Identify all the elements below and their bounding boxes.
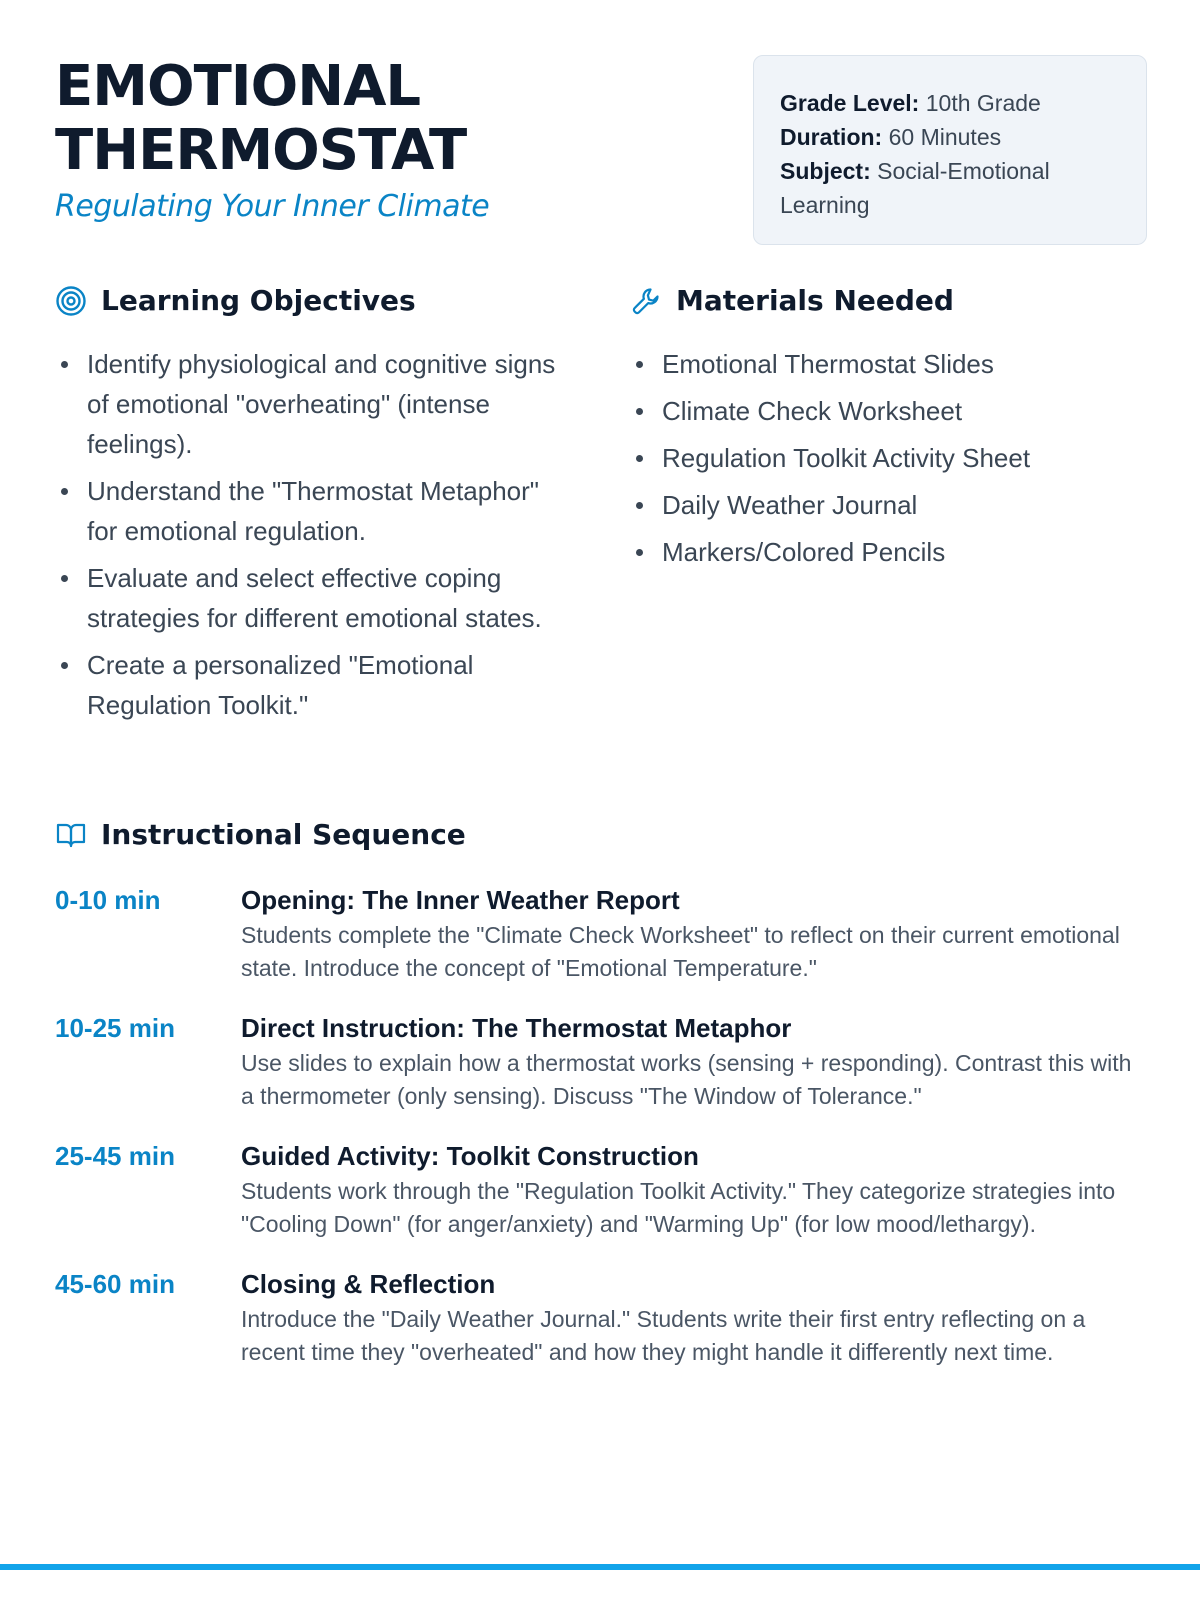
- material-item: Daily Weather Journal: [630, 485, 1150, 525]
- material-item: Climate Check Worksheet: [630, 391, 1150, 431]
- step-description: Use slides to explain how a thermostat works (sensing + responding). Contrast this with a thermometer (only sensing). Discuss "The Window of Tolerance.": [241, 1050, 1132, 1109]
- subject-label: Subject:: [780, 158, 871, 184]
- material-item: Emotional Thermostat Slides: [630, 344, 1150, 384]
- page-subtitle: Regulating Your Inner Climate: [55, 189, 490, 224]
- step-time: 10-25 min: [55, 1013, 175, 1043]
- step-title: Direct Instruction: The Thermostat Metaphor: [241, 1013, 792, 1043]
- objective-item: Create a personalized "Emotional Regulation Toolkit.": [55, 645, 575, 725]
- subject-row: [780, 154, 1120, 222]
- step-time: 45-60 min: [55, 1269, 175, 1299]
- sequence-heading: [55, 818, 466, 851]
- step-description: Students work through the "Regulation Toolkit Activity." They categorize strategies into "Cooling Down" (for anger/anxiety) and "Warming Up" (for low mood/lethargy).: [241, 1178, 1116, 1237]
- duration-row: [780, 120, 1120, 154]
- duration-value: 60 Minutes: [888, 124, 1002, 150]
- materials-heading-text: Materials Needed: [676, 284, 954, 317]
- page-title: [55, 55, 695, 183]
- step-title: Opening: The Inner Weather Report: [241, 885, 680, 915]
- sequence-list: [55, 883, 1147, 1395]
- grade-level-value: 10th Grade: [925, 90, 1041, 116]
- step-description: Students complete the "Climate Check Worksheet" to reflect on their current emotional state. Introduce the concept of "Emotional Temperature.": [241, 922, 1120, 981]
- sequence-step: [55, 1011, 1147, 1113]
- title-line-1: EMOTIONAL: [55, 54, 421, 119]
- target-icon: [55, 285, 87, 317]
- materials-heading: [630, 284, 954, 317]
- objective-item: Identify physiological and cognitive signs of emotional "overheating" (intense feelings).: [55, 344, 575, 464]
- objectives-heading-text: Learning Objectives: [101, 284, 416, 317]
- sequence-step: [55, 1139, 1147, 1241]
- material-item: Regulation Toolkit Activity Sheet: [630, 438, 1150, 478]
- sequence-step: [55, 1267, 1147, 1369]
- step-title: Closing & Reflection: [241, 1269, 496, 1299]
- materials-list: [630, 344, 1150, 579]
- wrench-icon: [630, 285, 662, 317]
- material-item: Markers/Colored Pencils: [630, 532, 1150, 572]
- objectives-heading: [55, 284, 416, 317]
- duration-label: Duration:: [780, 124, 883, 150]
- book-icon: [55, 819, 87, 851]
- objective-item: Understand the "Thermostat Metaphor" for emotional regulation.: [55, 471, 575, 551]
- objective-item: Evaluate and select effective coping strategies for different emotional states.: [55, 558, 575, 638]
- header: [55, 55, 1147, 245]
- step-time: 0-10 min: [55, 885, 161, 915]
- subject-value: Social-Emotional Learning: [780, 158, 1050, 218]
- grade-level-row: [780, 86, 1120, 120]
- lesson-info-box: [753, 55, 1147, 245]
- sequence-step: [55, 883, 1147, 985]
- footer-accent-bar: [0, 1564, 1200, 1570]
- step-title: Guided Activity: Toolkit Construction: [241, 1141, 699, 1171]
- grade-level-label: Grade Level:: [780, 90, 920, 116]
- step-description: Introduce the "Daily Weather Journal." Students write their first entry reflecting on a recent time they "overheated" and how they might handle it differently next time.: [241, 1306, 1086, 1365]
- sequence-heading-text: Instructional Sequence: [101, 818, 466, 851]
- title-line-2: THERMOSTAT: [55, 118, 467, 183]
- objectives-list: [55, 344, 575, 732]
- step-time: 25-45 min: [55, 1141, 175, 1171]
